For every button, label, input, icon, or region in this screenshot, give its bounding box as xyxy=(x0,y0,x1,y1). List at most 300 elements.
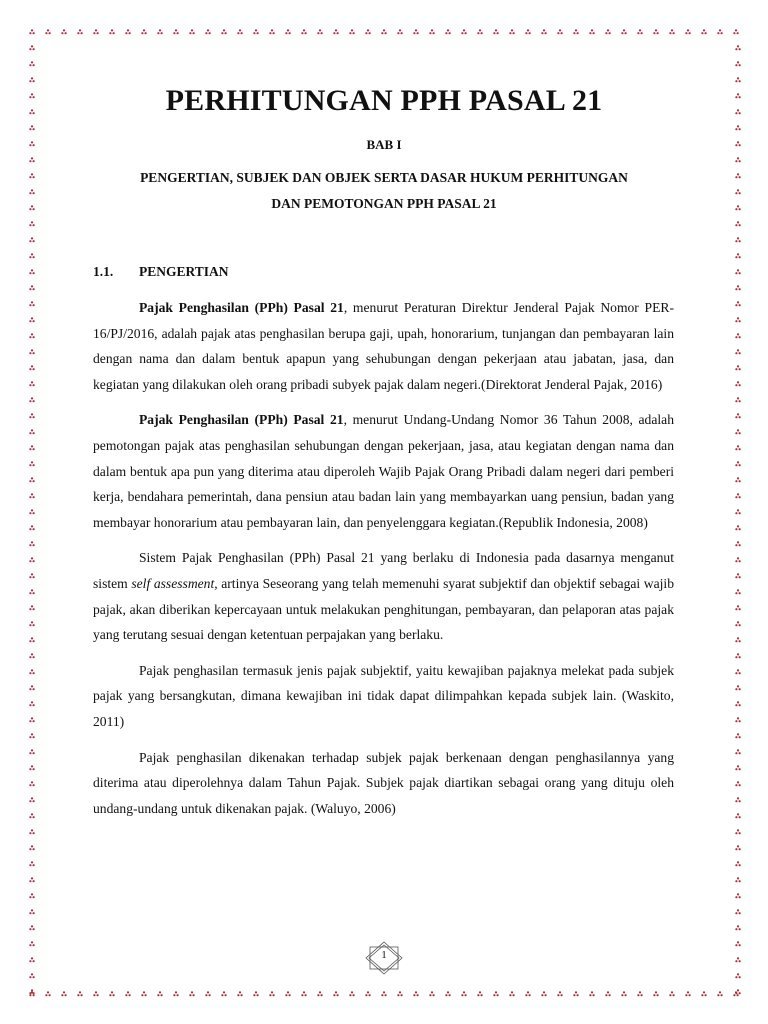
border-ornament-dot xyxy=(737,445,739,447)
border-ornament-dot xyxy=(685,32,687,34)
border-ornament-dot xyxy=(607,991,609,993)
border-ornament-dot xyxy=(189,994,191,996)
border-ornament-dot xyxy=(417,32,419,34)
border-ornament-dot xyxy=(205,994,207,996)
border-ornament-dot xyxy=(111,29,113,31)
border-ornament-dot xyxy=(31,125,33,127)
border-ornament-dot xyxy=(739,304,741,306)
border-ornament-dot xyxy=(31,605,33,607)
border-ornament-dot xyxy=(735,944,737,946)
border-ornament-dot xyxy=(739,64,741,66)
border-ornament-dot xyxy=(29,912,31,914)
border-ornament-dot xyxy=(735,784,737,786)
border-ornament-dot xyxy=(31,621,33,623)
border-ornament-dot xyxy=(513,994,515,996)
border-ornament-dot xyxy=(737,301,739,303)
border-ornament-dot xyxy=(77,994,79,996)
border-ornament-dot xyxy=(29,784,31,786)
border-ornament-dot xyxy=(33,272,35,274)
border-ornament-dot xyxy=(543,29,545,31)
border-ornament-dot xyxy=(31,29,33,31)
border-ornament-dot xyxy=(577,32,579,34)
border-ornament-dot xyxy=(639,991,641,993)
border-ornament-dot xyxy=(703,991,705,993)
border-ornament-dot xyxy=(737,557,739,559)
border-ornament-dot xyxy=(735,432,737,434)
border-ornament-dot xyxy=(511,991,513,993)
border-ornament-dot xyxy=(573,32,575,34)
border-ornament-dot xyxy=(735,48,737,50)
border-ornament-dot xyxy=(145,32,147,34)
section-title: PENGERTIAN xyxy=(139,264,229,279)
border-ornament-dot xyxy=(29,624,31,626)
border-ornament-dot xyxy=(333,994,335,996)
border-ornament-dot xyxy=(401,994,403,996)
border-ornament-dot xyxy=(621,32,623,34)
border-ornament-dot xyxy=(685,994,687,996)
chapter-subtitle-line-2: DAN PEMOTONGAN PPH PASAL 21 xyxy=(271,196,497,211)
border-ornament-dot xyxy=(161,994,163,996)
border-ornament-dot xyxy=(353,32,355,34)
border-ornament-dot xyxy=(335,29,337,31)
border-ornament-dot xyxy=(285,994,287,996)
border-ornament-dot xyxy=(735,464,737,466)
border-ornament-dot xyxy=(737,413,739,415)
border-ornament-dot xyxy=(641,32,643,34)
border-ornament-dot xyxy=(221,32,223,34)
border-ornament-dot xyxy=(737,269,739,271)
border-ornament-dot xyxy=(365,994,367,996)
border-ornament-dot xyxy=(735,688,737,690)
border-ornament-dot xyxy=(29,960,31,962)
border-ornament-dot xyxy=(29,320,31,322)
border-ornament-dot xyxy=(29,672,31,674)
border-ornament-dot xyxy=(653,994,655,996)
border-ornament-dot xyxy=(735,560,737,562)
border-ornament-dot xyxy=(113,994,115,996)
border-ornament-dot xyxy=(415,991,417,993)
border-ornament-dot xyxy=(33,544,35,546)
border-ornament-dot xyxy=(29,32,31,34)
paragraph-1-term: Pajak Penghasilan (PPh) Pasal 21 xyxy=(139,300,344,315)
border-ornament-dot xyxy=(157,32,159,34)
border-ornament-dot xyxy=(349,32,351,34)
border-ornament-dot xyxy=(671,29,673,31)
border-ornament-dot xyxy=(557,32,559,34)
border-ornament-dot xyxy=(739,784,741,786)
border-ornament-dot xyxy=(191,991,193,993)
border-ornament-dot xyxy=(641,994,643,996)
border-ornament-dot xyxy=(737,909,739,911)
border-ornament-dot xyxy=(29,688,31,690)
border-ornament-dot xyxy=(31,973,33,975)
paragraph-3-text-after: , artinya Seseorang yang telah memenuhi syarat subjektif dan objektif sebagai wajib pajak, akan diberikan kepercayaan untuk melakukan penghitungan, pembayaran, dan pelaporan atas pajak yang terutang sesuai dengan ketentuan perpajakan yang berlaku. xyxy=(93,575,674,643)
border-ornament-dot xyxy=(317,994,319,996)
border-ornament-dot xyxy=(305,994,307,996)
border-ornament-dot xyxy=(33,496,35,498)
border-ornament-dot xyxy=(737,717,739,719)
border-ornament-dot xyxy=(31,493,33,495)
border-ornament-dot xyxy=(735,480,737,482)
border-ornament-dot xyxy=(739,592,741,594)
border-ornament-dot xyxy=(173,32,175,34)
page-number: 1 xyxy=(381,949,387,961)
border-ornament-dot xyxy=(655,29,657,31)
border-ornament-dot xyxy=(33,400,35,402)
border-ornament-dot xyxy=(739,464,741,466)
border-ornament-dot xyxy=(561,32,563,34)
border-ornament-dot xyxy=(29,720,31,722)
border-ornament-dot xyxy=(207,991,209,993)
border-ornament-dot xyxy=(703,29,705,31)
border-ornament-dot xyxy=(369,32,371,34)
border-ornament-dot xyxy=(29,560,31,562)
border-ornament-dot xyxy=(559,991,561,993)
border-ornament-dot xyxy=(97,994,99,996)
border-ornament-dot xyxy=(735,160,737,162)
border-ornament-dot xyxy=(737,765,739,767)
border-ornament-dot xyxy=(739,752,741,754)
border-ornament-dot xyxy=(657,32,659,34)
border-ornament-dot xyxy=(33,256,35,258)
border-ornament-dot xyxy=(45,32,47,34)
border-ornament-dot xyxy=(29,592,31,594)
border-ornament-dot xyxy=(157,994,159,996)
border-ornament-dot xyxy=(737,669,739,671)
paragraph-2-term: Pajak Penghasilan (PPh) Pasal 21 xyxy=(139,412,344,428)
border-ornament-dot xyxy=(449,994,451,996)
border-ornament-dot xyxy=(207,29,209,31)
border-ornament-dot xyxy=(429,32,431,34)
border-ornament-dot xyxy=(477,994,479,996)
border-ornament-dot xyxy=(735,240,737,242)
border-ornament-dot xyxy=(687,29,689,31)
border-ornament-dot xyxy=(29,736,31,738)
chapter-subtitle-line-1: PENGERTIAN, SUBJEK DAN OBJEK SERTA DASAR HUKUM PERHITUNGAN xyxy=(140,170,628,185)
border-ornament-dot xyxy=(577,994,579,996)
border-ornament-dot xyxy=(383,991,385,993)
border-ornament-dot xyxy=(351,29,353,31)
border-ornament-dot xyxy=(177,994,179,996)
border-ornament-dot xyxy=(29,224,31,226)
border-ornament-dot xyxy=(431,991,433,993)
border-ornament-dot xyxy=(77,32,79,34)
border-ornament-dot xyxy=(33,640,35,642)
border-ornament-dot xyxy=(417,994,419,996)
border-ornament-dot xyxy=(561,994,563,996)
paragraph-2 xyxy=(93,407,674,535)
border-ornament-dot xyxy=(739,720,741,722)
border-ornament-dot xyxy=(159,991,161,993)
border-ornament-dot xyxy=(429,994,431,996)
border-ornament-dot xyxy=(127,29,129,31)
border-ornament-dot xyxy=(125,32,127,34)
border-ornament-dot xyxy=(63,29,65,31)
border-ornament-dot xyxy=(737,61,739,63)
border-ornament-dot xyxy=(493,32,495,34)
border-ornament-dot xyxy=(33,48,35,50)
border-ornament-dot xyxy=(33,384,35,386)
border-ornament-dot xyxy=(735,960,737,962)
border-ornament-dot xyxy=(33,160,35,162)
border-ornament-dot xyxy=(479,29,481,31)
section-number: 1.1. xyxy=(93,264,114,279)
border-ornament-dot xyxy=(625,32,627,34)
border-ornament-dot xyxy=(269,994,271,996)
border-ornament-dot xyxy=(351,991,353,993)
border-ornament-dot xyxy=(29,512,31,514)
border-ornament-dot xyxy=(33,448,35,450)
border-ornament-dot xyxy=(739,512,741,514)
border-ornament-dot xyxy=(735,192,737,194)
border-ornament-dot xyxy=(33,896,35,898)
border-ornament-dot xyxy=(461,994,463,996)
border-ornament-dot xyxy=(253,32,255,34)
border-ornament-dot xyxy=(737,861,739,863)
border-ornament-dot xyxy=(739,384,741,386)
border-ornament-dot xyxy=(481,32,483,34)
border-ornament-dot xyxy=(739,352,741,354)
border-ornament-dot xyxy=(689,32,691,34)
border-ornament-dot xyxy=(29,896,31,898)
border-ornament-dot xyxy=(31,221,33,223)
border-ornament-dot xyxy=(737,701,739,703)
border-ornament-dot xyxy=(45,994,47,996)
border-ornament-dot xyxy=(737,477,739,479)
border-ornament-dot xyxy=(31,797,33,799)
border-ornament-dot xyxy=(365,32,367,34)
border-ornament-dot xyxy=(385,32,387,34)
paragraph-3-text-before: Sistem Pajak Penghasilan (PPh) Pasal 21 yang berlaku di Indonesia pada dasarnya menganut sistem xyxy=(93,550,674,591)
border-ornament-dot xyxy=(605,32,607,34)
border-ornament-dot xyxy=(737,685,739,687)
border-ornament-dot xyxy=(47,29,49,31)
border-ornament-dot xyxy=(735,544,737,546)
border-ornament-dot xyxy=(689,994,691,996)
border-ornament-dot xyxy=(739,480,741,482)
border-ornament-dot xyxy=(739,960,741,962)
border-ornament-dot xyxy=(145,994,147,996)
border-ornament-dot xyxy=(125,994,127,996)
border-ornament-dot xyxy=(495,991,497,993)
border-ornament-dot xyxy=(739,608,741,610)
border-ornament-dot xyxy=(589,32,591,34)
border-ornament-dot xyxy=(739,688,741,690)
border-ornament-dot xyxy=(637,994,639,996)
border-ornament-dot xyxy=(525,32,527,34)
border-ornament-dot xyxy=(735,656,737,658)
border-ornament-dot xyxy=(737,365,739,367)
border-ornament-dot xyxy=(31,925,33,927)
border-ornament-dot xyxy=(737,957,739,959)
border-ornament-dot xyxy=(669,32,671,34)
border-ornament-dot xyxy=(737,973,739,975)
border-ornament-dot xyxy=(739,288,741,290)
border-ornament-dot xyxy=(735,848,737,850)
border-ornament-dot xyxy=(737,333,739,335)
border-ornament-dot xyxy=(735,496,737,498)
border-ornament-dot xyxy=(495,29,497,31)
border-ornament-dot xyxy=(33,80,35,82)
border-ornament-dot xyxy=(29,656,31,658)
border-ornament-dot xyxy=(735,800,737,802)
border-ornament-dot xyxy=(225,32,227,34)
border-ornament-dot xyxy=(525,994,527,996)
border-ornament-dot xyxy=(29,256,31,258)
border-ornament-dot xyxy=(657,994,659,996)
border-ornament-dot xyxy=(303,991,305,993)
border-ornament-dot xyxy=(47,991,49,993)
border-ornament-dot xyxy=(735,576,737,578)
border-ornament-dot xyxy=(33,288,35,290)
border-ornament-dot xyxy=(655,991,657,993)
border-ornament-dot xyxy=(31,477,33,479)
border-ornament-dot xyxy=(31,285,33,287)
border-ornament-dot xyxy=(541,32,543,34)
border-ornament-dot xyxy=(739,864,741,866)
border-ornament-dot xyxy=(449,32,451,34)
border-ornament-dot xyxy=(31,573,33,575)
border-ornament-dot xyxy=(739,560,741,562)
border-ornament-dot xyxy=(31,397,33,399)
border-ornament-dot xyxy=(29,832,31,834)
border-ornament-dot xyxy=(737,381,739,383)
border-ornament-dot xyxy=(735,832,737,834)
border-ornament-dot xyxy=(463,29,465,31)
border-ornament-dot xyxy=(739,928,741,930)
border-ornament-dot xyxy=(255,29,257,31)
border-ornament-dot xyxy=(737,989,739,991)
border-ornament-dot xyxy=(739,192,741,194)
border-ornament-dot xyxy=(735,592,737,594)
border-ornament-dot xyxy=(29,48,31,50)
border-ornament-dot xyxy=(735,976,737,978)
border-ornament-dot xyxy=(739,320,741,322)
border-ornament-dot xyxy=(739,976,741,978)
border-ornament-dot xyxy=(221,994,223,996)
border-ornament-dot xyxy=(253,994,255,996)
border-ornament-dot xyxy=(477,32,479,34)
border-ornament-dot xyxy=(527,991,529,993)
border-ornament-dot xyxy=(273,994,275,996)
border-ornament-dot xyxy=(239,29,241,31)
border-ornament-dot xyxy=(511,29,513,31)
border-ornament-dot xyxy=(29,64,31,66)
border-ornament-dot xyxy=(735,608,737,610)
border-ornament-dot xyxy=(29,528,31,530)
border-ornament-dot xyxy=(739,496,741,498)
border-ornament-dot xyxy=(33,480,35,482)
border-ornament-dot xyxy=(367,991,369,993)
border-ornament-dot xyxy=(737,589,739,591)
border-ornament-dot xyxy=(737,461,739,463)
border-ornament-dot xyxy=(735,256,737,258)
border-ornament-dot xyxy=(739,880,741,882)
border-ornament-dot xyxy=(49,994,51,996)
border-ornament-dot xyxy=(31,733,33,735)
border-ornament-dot xyxy=(79,991,81,993)
border-ornament-dot xyxy=(31,589,33,591)
border-ornament-dot xyxy=(739,912,741,914)
border-ornament-dot xyxy=(705,994,707,996)
border-ornament-dot xyxy=(739,80,741,82)
border-ornament-dot xyxy=(739,368,741,370)
border-ornament-dot xyxy=(31,717,33,719)
border-ornament-dot xyxy=(383,29,385,31)
border-ornament-dot xyxy=(65,32,67,34)
border-ornament-dot xyxy=(737,349,739,351)
border-ornament-dot xyxy=(509,32,511,34)
border-ornament-dot xyxy=(625,994,627,996)
border-ornament-dot xyxy=(65,994,67,996)
border-ornament-dot xyxy=(31,317,33,319)
border-ornament-dot xyxy=(237,994,239,996)
border-ornament-dot xyxy=(735,448,737,450)
border-ornament-dot xyxy=(735,624,737,626)
border-ornament-dot xyxy=(735,336,737,338)
border-ornament-dot xyxy=(701,32,703,34)
border-ornament-dot xyxy=(609,994,611,996)
border-ornament-dot xyxy=(573,994,575,996)
border-ornament-dot xyxy=(29,272,31,274)
border-ornament-dot xyxy=(739,704,741,706)
border-ornament-dot xyxy=(225,994,227,996)
border-ornament-dot xyxy=(733,32,735,34)
border-ornament-dot xyxy=(717,994,719,996)
border-ornament-dot xyxy=(33,994,35,996)
border-ornament-dot xyxy=(369,994,371,996)
border-ornament-dot xyxy=(735,816,737,818)
border-ornament-dot xyxy=(29,994,31,996)
border-ornament-dot xyxy=(719,991,721,993)
border-ornament-dot xyxy=(737,317,739,319)
border-ornament-dot xyxy=(31,845,33,847)
border-ornament-dot xyxy=(737,525,739,527)
border-ornament-dot xyxy=(31,653,33,655)
border-ornament-dot xyxy=(31,429,33,431)
border-ornament-dot xyxy=(33,576,35,578)
border-ornament-dot xyxy=(33,976,35,978)
border-ornament-dot xyxy=(29,400,31,402)
border-ornament-dot xyxy=(29,192,31,194)
border-ornament-dot xyxy=(733,994,735,996)
border-ornament-dot xyxy=(285,32,287,34)
border-ornament-dot xyxy=(737,125,739,127)
border-ornament-dot xyxy=(575,29,577,31)
border-ornament-dot xyxy=(737,653,739,655)
border-ornament-dot xyxy=(607,29,609,31)
border-ornament-dot xyxy=(177,32,179,34)
border-ornament-dot xyxy=(737,829,739,831)
border-ornament-dot xyxy=(31,189,33,191)
border-ornament-dot xyxy=(575,991,577,993)
border-ornament-dot xyxy=(623,991,625,993)
border-ornament-dot xyxy=(29,576,31,578)
border-ornament-dot xyxy=(95,991,97,993)
border-ornament-dot xyxy=(33,240,35,242)
border-ornament-dot xyxy=(737,781,739,783)
border-ornament-dot xyxy=(413,32,415,34)
border-ornament-dot xyxy=(301,994,303,996)
paragraph-3 xyxy=(93,545,674,647)
border-ornament-dot xyxy=(81,994,83,996)
border-ornament-dot xyxy=(29,352,31,354)
border-ornament-dot xyxy=(737,749,739,751)
border-ornament-dot xyxy=(49,32,51,34)
border-ornament-dot xyxy=(735,912,737,914)
border-ornament-dot xyxy=(29,384,31,386)
border-ornament-dot xyxy=(175,991,177,993)
